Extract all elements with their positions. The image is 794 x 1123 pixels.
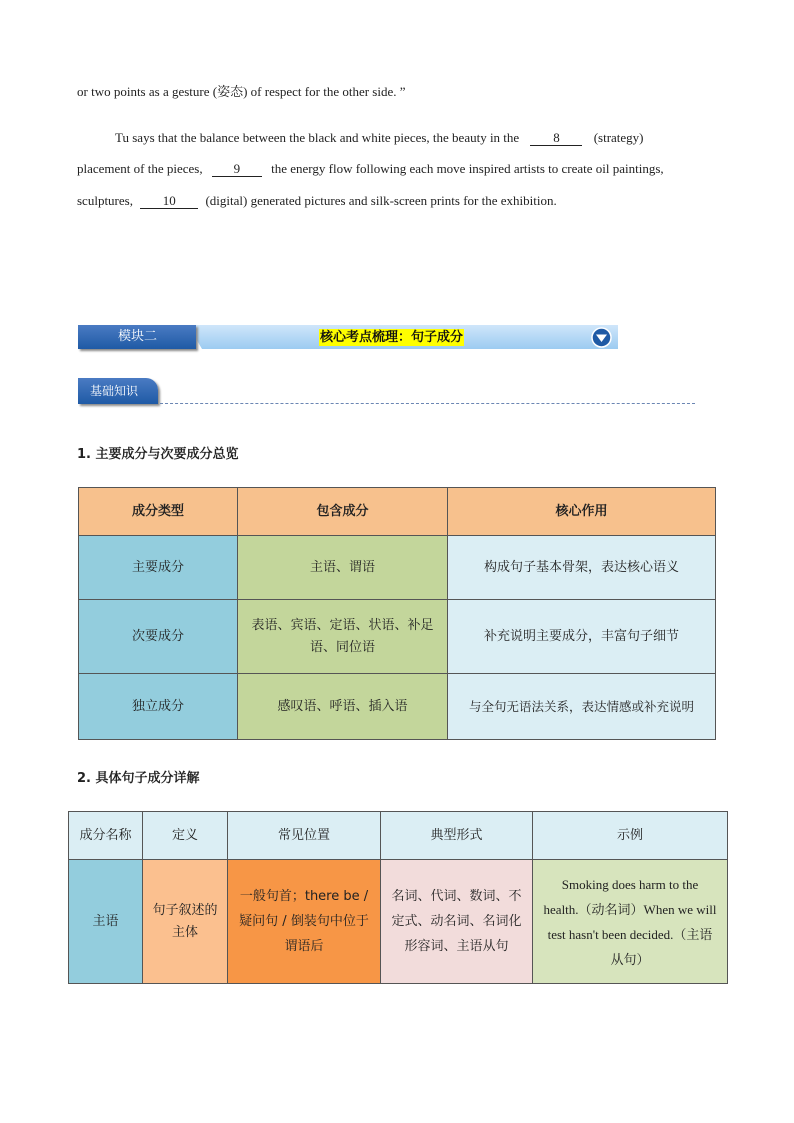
heading-overview: 1. 主要成分与次要成分总览 (77, 447, 239, 462)
blank-8[interactable]: 8 (530, 131, 582, 146)
passage-line-2 (115, 130, 644, 146)
table-cell: 一般句首；there be / 疑问句 / 倒装句中位于谓语后 (228, 860, 381, 984)
table-row (79, 600, 716, 674)
passage-line-3 (77, 161, 664, 177)
passage-line-2-end: (strategy) (593, 130, 644, 145)
table-cell: 构成句子基本骨架，表达核心语义 (448, 536, 716, 600)
table-cell: 表语、宾语、定语、状语、补足语、同位语 (238, 600, 448, 674)
module-label: 模块二 (78, 325, 196, 349)
overview-table (78, 487, 716, 740)
heading-details: 2. 具体句子成分详解 (77, 771, 200, 786)
passage-line-4 (77, 193, 557, 209)
table-cell: 独立成分 (79, 674, 238, 740)
table-cell: 主要成分 (79, 536, 238, 600)
table-header-cell: 典型形式 (381, 812, 533, 860)
table-cell: 句子叙述的主体 (143, 860, 228, 984)
table-cell: 主语、谓语 (238, 536, 448, 600)
passage-line-3-start: placement of the pieces, (77, 161, 203, 176)
passage-line-4-start: sculptures, (77, 193, 133, 208)
table-row (69, 860, 728, 984)
table-header-cell: 示例 (533, 812, 728, 860)
module-title: 核心考点梳理：句子成分 (320, 330, 464, 345)
table-cell: Smoking does harm to the health.（动名词）When we will test hasn't been decided.（主语从句） (533, 860, 728, 984)
table-cell: 主语 (69, 860, 143, 984)
table-header-cell: 成分名称 (69, 812, 143, 860)
passage-line-1: or two points as a gesture (姿态) of respect for the other side. ” (77, 84, 406, 99)
passage-line-4-end: (digital) generated pictures and silk-screen prints for the exhibition. (205, 193, 557, 208)
passage-line-3-end: the energy flow following each move inspired artists to create oil paintings, (271, 161, 664, 176)
section-tag: 基础知识 (78, 378, 158, 404)
table-header-row (79, 488, 716, 536)
table-row (79, 536, 716, 600)
chevron-down-circle-icon[interactable] (591, 327, 612, 348)
blank-10[interactable]: 10 (140, 194, 198, 209)
table-header-row (69, 812, 728, 860)
table-cell: 补充说明主要成分，丰富句子细节 (448, 600, 716, 674)
table-row (79, 674, 716, 740)
table-cell: 名词、代词、数词、不定式、动名词、名词化形容词、主语从句 (381, 860, 533, 984)
table-header-cell: 核心作用 (448, 488, 716, 536)
table-cell: 与全句无语法关系，表达情感或补充说明 (448, 674, 716, 740)
detail-table (68, 811, 728, 984)
table-header-cell: 常见位置 (228, 812, 381, 860)
table-header-cell: 包含成分 (238, 488, 448, 536)
table-header-cell: 定义 (143, 812, 228, 860)
table-cell: 感叹语、呼语、插入语 (238, 674, 448, 740)
passage-line-2-start: Tu says that the balance between the black and white pieces, the beauty in the (115, 130, 520, 145)
table-cell: 次要成分 (79, 600, 238, 674)
blank-9[interactable]: 9 (212, 162, 262, 177)
table-header-cell: 成分类型 (79, 488, 238, 536)
section-divider (160, 403, 695, 404)
